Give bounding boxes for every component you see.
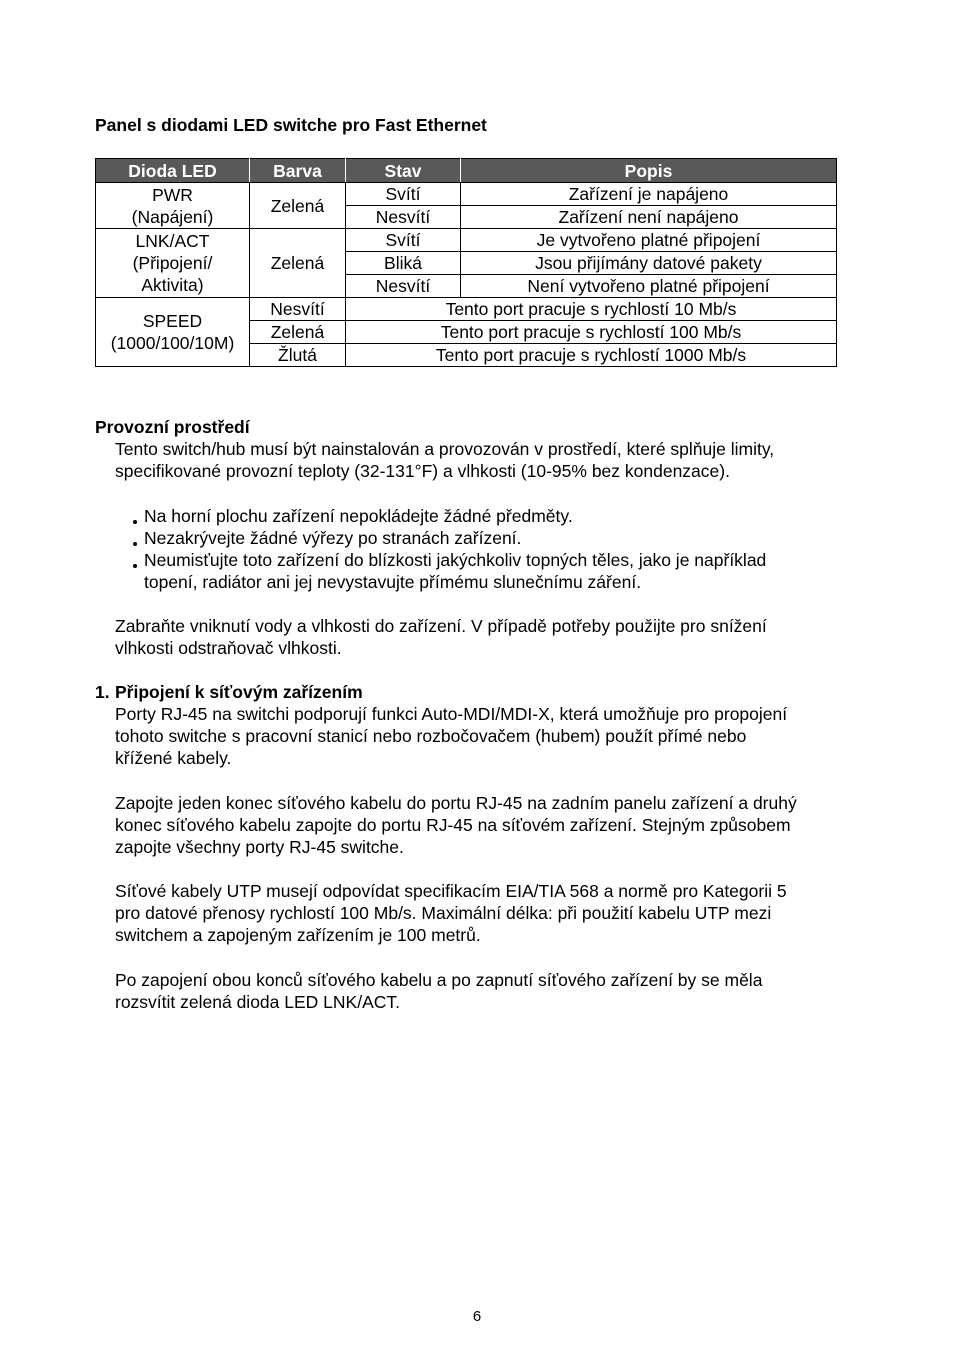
led-color: Nesvítí <box>250 298 346 321</box>
heading-led-panel: Panel s diodami LED switche pro Fast Ethernet <box>95 115 487 135</box>
led-description: Jsou přijímány datové pakety <box>461 252 837 275</box>
page-number: 6 <box>472 1308 482 1325</box>
heading-network-connection: Připojení k síťovým zařízením <box>115 682 363 702</box>
led-color: Zelená <box>250 321 346 344</box>
text-line: pro datové přenosy rychlostí 100 Mb/s. Maximální délka: při použití kabelu UTP mezi <box>115 903 772 923</box>
led-state: Svítí <box>346 183 461 206</box>
environment-bullets <box>131 505 871 593</box>
led-description: Zařízení není napájeno <box>461 206 837 229</box>
led-description: Je vytvořeno platné připojení <box>461 229 837 252</box>
table-row <box>96 298 837 321</box>
header-color: Barva <box>250 159 346 183</box>
led-name-sub: (Připojení/ <box>132 253 213 273</box>
section-number: 1. <box>95 682 110 702</box>
text-line: Tento switch/hub musí být nainstalován a provozován v prostředí, které splňuje limity, <box>115 439 775 459</box>
led-description: Tento port pracuje s rychlostí 1000 Mb/s <box>346 344 837 367</box>
heading-environment: Provozní prostředí <box>95 417 250 437</box>
led-description: Zařízení je napájeno <box>461 183 837 206</box>
led-state: Bliká <box>346 252 461 275</box>
led-pwr <box>96 183 250 229</box>
table-row <box>96 229 837 252</box>
environment-text <box>115 438 875 482</box>
led-table <box>95 158 837 367</box>
text-line: tohoto switche s pracovní stanicí nebo rozbočovačem (hubem) použít přímé nebo <box>115 726 747 746</box>
list-item <box>131 549 871 593</box>
paragraph-utp-cables <box>115 880 875 946</box>
led-name: SPEED <box>142 311 203 331</box>
led-state: Svítí <box>346 229 461 252</box>
text-line: rozsvítit zelená dioda LED LNK/ACT. <box>115 992 400 1012</box>
text-line: Síťové kabely UTP musejí odpovídat specifikacím EIA/TIA 568 a normě pro Kategorii 5 <box>115 881 787 901</box>
water-warning <box>115 615 875 659</box>
text-line: konec síťového kabelu zapojte do portu RJ-45 na síťovém zařízení. Stejným způsobem <box>115 815 791 835</box>
led-state: Nesvítí <box>346 275 461 298</box>
led-color: Zelená <box>250 183 346 229</box>
paragraph-connect-cable <box>115 792 875 858</box>
text-line: specifikované provozní teploty (32-131°F) a vlhkosti (10-95% bez kondenzace). <box>115 461 730 481</box>
list-item: Na horní plochu zařízení nepokládejte žádné předměty. <box>131 505 871 527</box>
led-name-sub: (Napájení) <box>131 206 214 227</box>
led-state: Nesvítí <box>346 206 461 229</box>
led-description: Tento port pracuje s rychlostí 10 Mb/s <box>346 298 837 321</box>
led-name: LNK/ACT <box>135 231 210 251</box>
paragraph-auto-mdi <box>115 703 875 769</box>
text-line: Porty RJ-45 na switchi podporují funkci Auto-MDI/MDI-X, která umožňuje pro propojení <box>115 704 788 724</box>
text-line: Zabraňte vniknutí vody a vlhkosti do zařízení. V případě potřeby použijte pro snížení <box>115 616 767 636</box>
led-name-sub: Aktivita) <box>141 275 204 295</box>
header-led: Dioda LED <box>96 159 250 183</box>
list-item: Nezakrývejte žádné výřezy po stranách zařízení. <box>131 527 871 549</box>
text-line: zapojte všechny porty RJ-45 switche. <box>115 837 404 857</box>
table-row <box>96 183 837 206</box>
text-line: Zapojte jeden konec síťového kabelu do portu RJ-45 na zadním panelu zařízení a druhý <box>115 793 797 813</box>
led-description: Není vytvořeno platné připojení <box>461 275 837 298</box>
header-state: Stav <box>346 159 461 183</box>
text-line: vlhkosti odstraňovač vlhkosti. <box>115 638 342 658</box>
text-line: Neumisťujte toto zařízení do blízkosti jakýchkoliv topných těles, jako je například <box>144 550 767 570</box>
led-name: PWR <box>152 184 193 205</box>
led-name-sub: (1000/100/10M) <box>110 333 235 353</box>
led-description: Tento port pracuje s rychlostí 100 Mb/s <box>346 321 837 344</box>
text-line: switchem a zapojeným zařízením je 100 metrů. <box>115 925 481 945</box>
table-header-row <box>96 159 837 183</box>
text-line: křížené kabely. <box>115 748 232 768</box>
led-color: Zelená <box>250 229 346 298</box>
text-line: topení, radiátor ani jej nevystavujte přímému slunečnímu záření. <box>144 572 642 592</box>
paragraph-link-led <box>115 969 875 1013</box>
led-speed <box>96 298 250 367</box>
led-lnk-act <box>96 229 250 298</box>
header-description: Popis <box>461 159 837 183</box>
text-line: Po zapojení obou konců síťového kabelu a po zapnutí síťového zařízení by se měla <box>115 970 763 990</box>
led-color: Žlutá <box>250 344 346 367</box>
